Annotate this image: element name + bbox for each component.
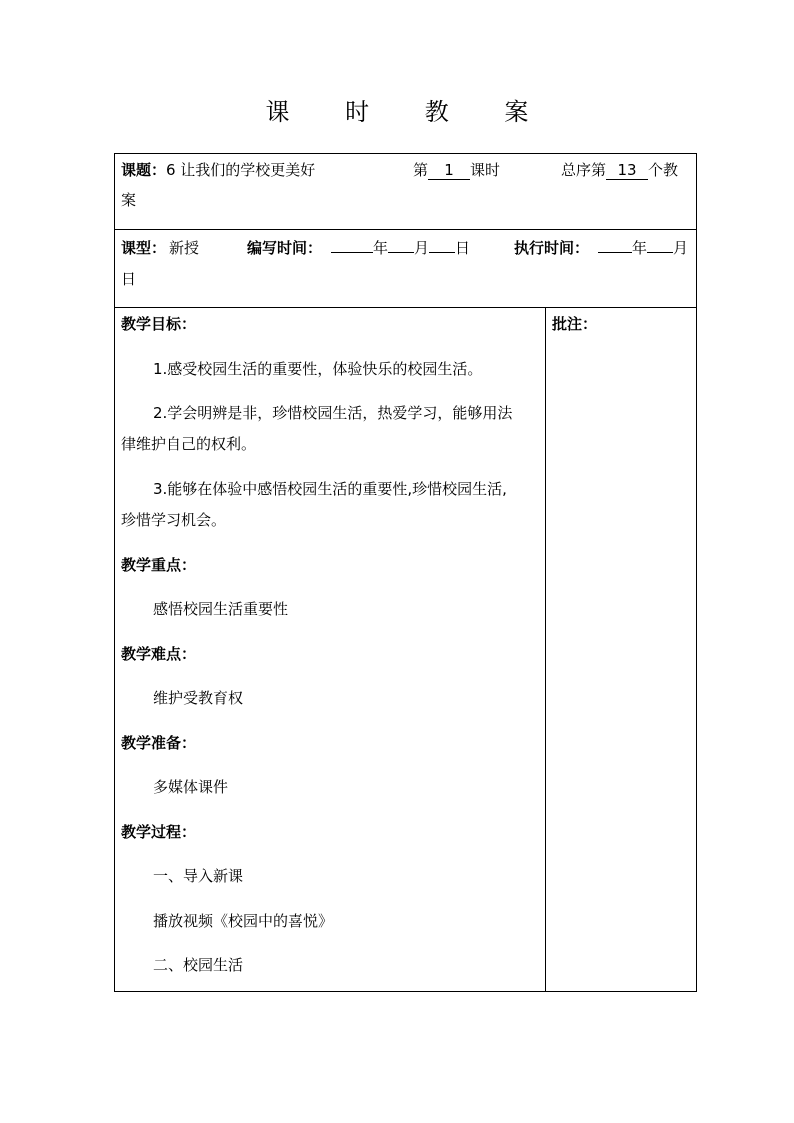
prep-heading: 教学准备：	[121, 734, 197, 752]
exec-year: 年	[632, 239, 648, 257]
total-number: 13	[606, 161, 648, 180]
goal-1: 1.感受校园生活的重要性，体验快乐的校园生活。	[153, 360, 483, 378]
process-heading: 教学过程：	[121, 823, 197, 841]
topic-row	[115, 154, 696, 230]
total-suffix: 个教	[648, 161, 679, 179]
difficult-heading: 教学难点：	[121, 645, 197, 663]
write-day: 日	[455, 239, 471, 257]
meta-row	[115, 229, 696, 308]
difficult-text: 维护受教育权	[153, 689, 244, 707]
prep-text: 多媒体课件	[153, 778, 229, 796]
type-value: 新授	[169, 239, 200, 257]
exec-month-blank	[647, 252, 673, 253]
page-title: 课 时 教 案	[265, 98, 529, 126]
topic-wrap: 案	[121, 191, 137, 209]
write-year-blank	[331, 252, 373, 253]
write-month-blank	[388, 252, 414, 253]
annotation-label: 批注：	[552, 315, 598, 333]
column-divider	[545, 307, 546, 991]
lesson-prefix: 第	[413, 161, 429, 179]
step-1-detail: 播放视频《校园中的喜悦》	[153, 912, 334, 930]
total-prefix: 总序第	[561, 161, 607, 179]
write-month: 月	[414, 239, 430, 257]
key-heading: 教学重点：	[121, 556, 197, 574]
write-time-field	[331, 238, 470, 258]
goal-2-line-1: 2.学会明辨是非，珍惜校园生活，热爱学习，能够用法	[153, 404, 513, 422]
exec-month: 月	[673, 239, 689, 257]
topic-label: 课题：	[121, 161, 167, 179]
lesson-number: 1	[428, 161, 470, 180]
step-2: 二、校园生活	[153, 956, 244, 974]
topic-value: 6 让我们的学校更美好	[166, 161, 316, 179]
exec-time-field	[598, 238, 688, 258]
write-year: 年	[373, 239, 389, 257]
type-label: 课型：	[121, 239, 167, 257]
exec-day: 日	[121, 270, 137, 288]
total-count	[561, 160, 678, 180]
content-area	[115, 307, 696, 991]
goal-2-line-2: 律维护自己的权利。	[121, 435, 257, 453]
goal-3-line-2: 珍惜学习机会。	[121, 511, 227, 529]
lesson-count	[413, 160, 500, 180]
exec-time-label: 执行时间：	[514, 239, 590, 257]
write-time-label: 编写时间：	[247, 239, 323, 257]
exec-year-blank	[598, 252, 632, 253]
goal-3-line-1: 3.能够在体验中感悟校园生活的重要性,珍惜校园生活,	[153, 480, 507, 498]
write-day-blank	[429, 252, 455, 253]
goals-heading: 教学目标：	[121, 315, 197, 333]
lesson-suffix: 课时	[470, 161, 501, 179]
step-1: 一、导入新课	[153, 867, 244, 885]
key-text: 感悟校园生活重要性	[153, 600, 289, 618]
lesson-plan-table	[114, 153, 697, 992]
